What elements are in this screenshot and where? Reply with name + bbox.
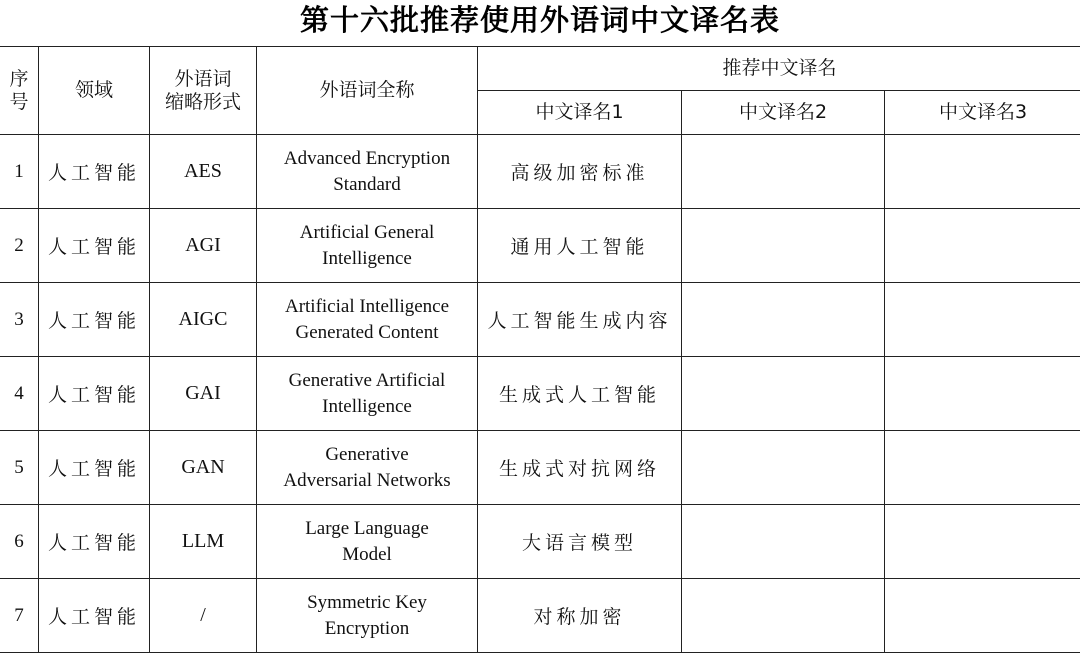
cell-full-name-line-2: Intelligence (322, 247, 412, 269)
table-row (0, 579, 1080, 653)
cell-zh1: 大语言模型 (478, 505, 682, 579)
cell-full-name-line-2: Intelligence (322, 395, 412, 417)
table-row (0, 135, 1080, 209)
header-index-line-2: 号 (9, 90, 29, 113)
cell-full-name (257, 505, 478, 579)
cell-index: 6 (0, 505, 39, 579)
table-row (0, 209, 1080, 283)
cell-field: 人工智能 (39, 357, 150, 431)
cell-zh3 (885, 357, 1080, 431)
cell-zh1: 人工智能生成内容 (478, 283, 682, 357)
table-row (0, 357, 1080, 431)
header-field: 领域 (39, 47, 150, 135)
header-zh2: 中文译名2 (682, 91, 885, 135)
cell-zh3 (885, 579, 1080, 653)
cell-abbr: GAN (150, 431, 257, 505)
cell-full-name (257, 357, 478, 431)
cell-field: 人工智能 (39, 135, 150, 209)
cell-field: 人工智能 (39, 209, 150, 283)
cell-index: 4 (0, 357, 39, 431)
cell-zh3 (885, 505, 1080, 579)
cell-zh1: 生成式人工智能 (478, 357, 682, 431)
cell-abbr: GAI (150, 357, 257, 431)
cell-zh3 (885, 431, 1080, 505)
cell-full-name-line-2: Generated Content (295, 321, 439, 343)
header-abbr (150, 47, 257, 135)
cell-full-name-line-1: Large Language (305, 517, 429, 539)
cell-zh2 (682, 505, 885, 579)
cell-abbr: LLM (150, 505, 257, 579)
cell-full-name-line-1: Generative Artificial (288, 369, 446, 391)
cell-index: 7 (0, 579, 39, 653)
cell-full-name-line-1: Artificial Intelligence (284, 295, 450, 317)
cell-full-name (257, 431, 478, 505)
cell-abbr: AGI (150, 209, 257, 283)
cell-full-name (257, 135, 478, 209)
header-recommended: 推荐中文译名 (478, 47, 1080, 91)
cell-full-name-line-1: Artificial General (299, 221, 435, 243)
cell-full-name-line-2: Standard (333, 173, 401, 195)
cell-full-name (257, 209, 478, 283)
header-row-1 (0, 47, 1080, 91)
header-zh3: 中文译名3 (885, 91, 1080, 135)
cell-zh3 (885, 135, 1080, 209)
cell-full-name-line-1: Advanced Encryption (283, 147, 451, 169)
header-full-name: 外语词全称 (257, 47, 478, 135)
cell-full-name-line-2: Encryption (324, 617, 410, 639)
cell-zh2 (682, 283, 885, 357)
cell-full-name-line-1: Symmetric Key (307, 591, 427, 613)
cell-index: 1 (0, 135, 39, 209)
cell-field: 人工智能 (39, 579, 150, 653)
cell-full-name-line-2: Model (342, 543, 392, 565)
cell-full-name (257, 283, 478, 357)
cell-zh3 (885, 209, 1080, 283)
cell-abbr: AES (150, 135, 257, 209)
cell-zh2 (682, 357, 885, 431)
cell-index: 5 (0, 431, 39, 505)
header-index-line-1: 序 (9, 67, 29, 90)
table-row (0, 505, 1080, 579)
cell-zh1: 通用人工智能 (478, 209, 682, 283)
table-row (0, 431, 1080, 505)
cell-zh2 (682, 431, 885, 505)
cell-field: 人工智能 (39, 431, 150, 505)
cell-field: 人工智能 (39, 505, 150, 579)
header-abbr-line-2: 缩略形式 (164, 90, 241, 113)
cell-zh2 (682, 209, 885, 283)
header-abbr-line-1: 外语词 (174, 67, 232, 90)
cell-index: 2 (0, 209, 39, 283)
cell-zh2 (682, 579, 885, 653)
table-row (0, 283, 1080, 357)
cell-full-name-line-1: Generative (325, 443, 409, 465)
cell-zh3 (885, 283, 1080, 357)
cell-full-name (257, 579, 478, 653)
cell-index: 3 (0, 283, 39, 357)
cell-zh1: 高级加密标准 (478, 135, 682, 209)
terms-table (0, 46, 1080, 653)
cell-full-name-line-2: Adversarial Networks (283, 469, 451, 491)
cell-zh1: 对称加密 (478, 579, 682, 653)
cell-abbr: / (150, 579, 257, 653)
cell-zh1: 生成式对抗网络 (478, 431, 682, 505)
page-title: 第十六批推荐使用外语词中文译名表 (299, 3, 780, 37)
header-zh1: 中文译名1 (478, 91, 682, 135)
cell-abbr: AIGC (150, 283, 257, 357)
cell-field: 人工智能 (39, 283, 150, 357)
header-index (0, 47, 39, 135)
cell-zh2 (682, 135, 885, 209)
